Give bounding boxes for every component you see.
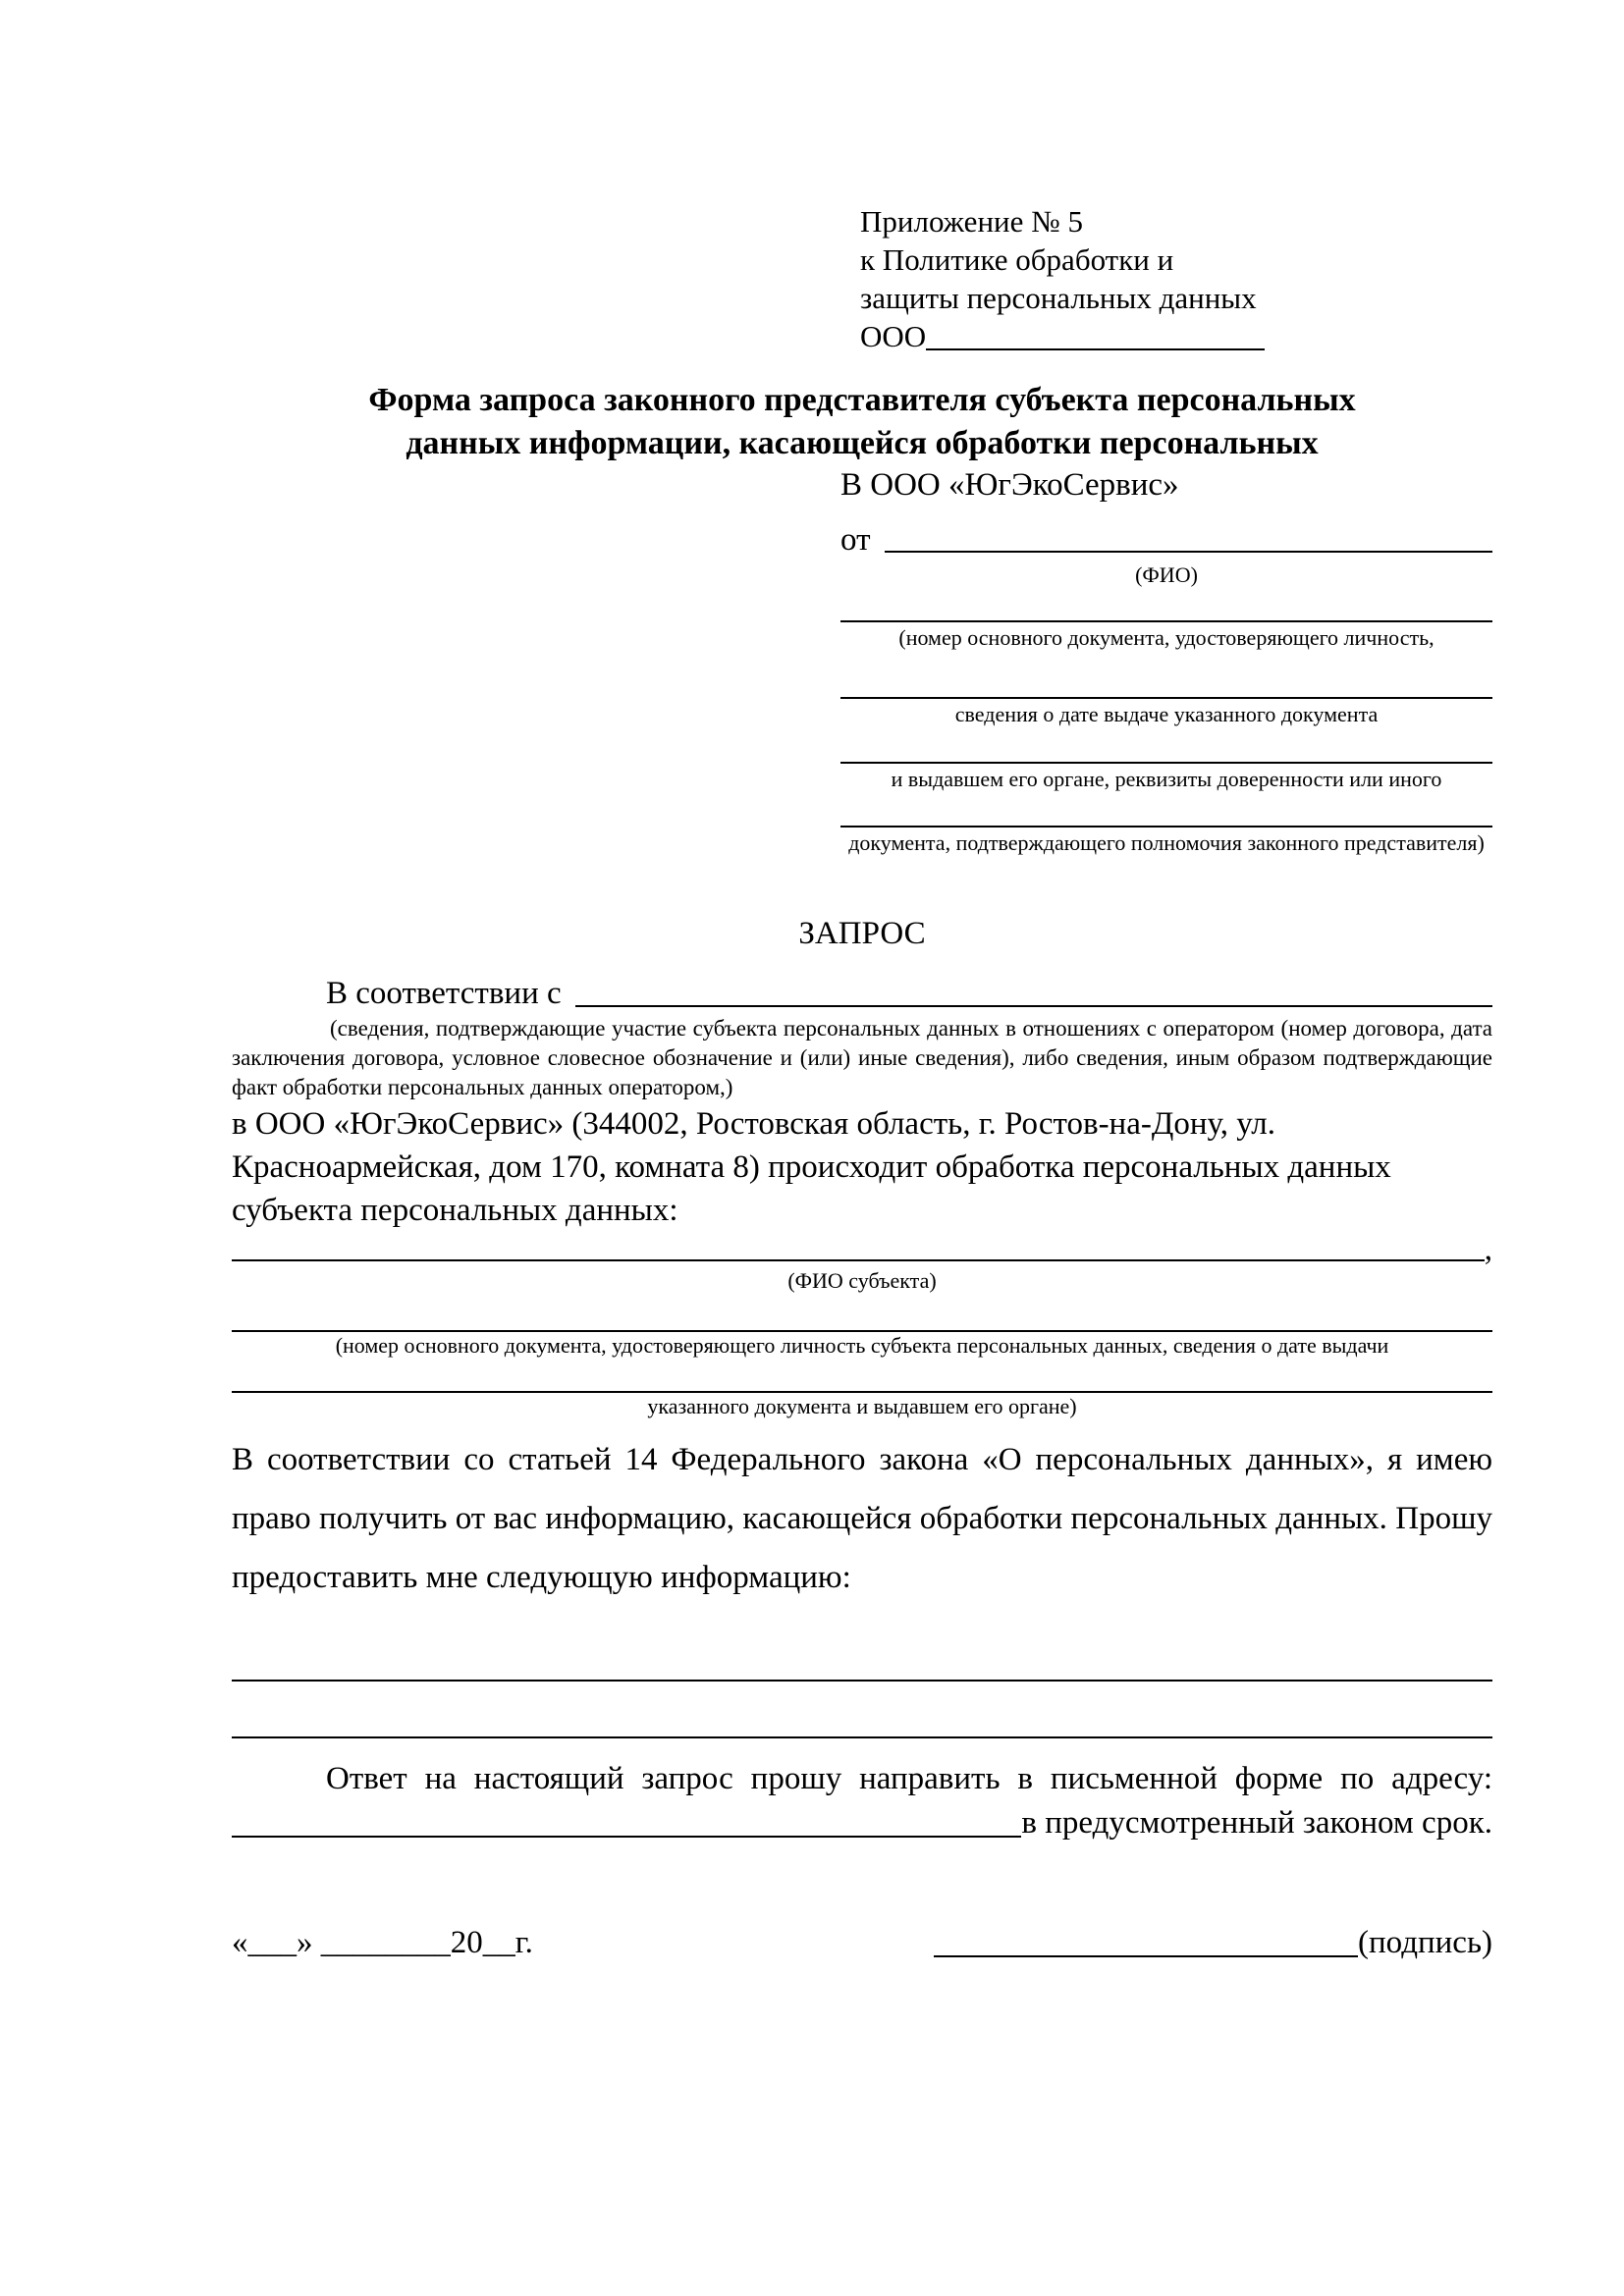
representative-doc-caption-4: документа, подтверждающего полномочия законного представителя): [848, 830, 1485, 855]
accordance-blank-line[interactable]: [575, 973, 1492, 1007]
footer-row: [232, 1921, 1492, 1964]
answer-address-row: [232, 1801, 1492, 1844]
form-title-line-1: Форма запроса законного представителя субъекта персональных: [368, 382, 1356, 418]
accordance-caption: (сведения, подтверждающие участие субъекта персональных данных в отношениях с оператором (номер договора, дата заключения договора, условное словесное обозначение и (или) иные сведения), либо сведения, иным образом подтверждающие факт обработки персональных данных оператором,): [232, 1016, 1492, 1099]
subject-fio-comma: ,: [1484, 1232, 1492, 1267]
subject-fio-blank-line[interactable]: [232, 1259, 1485, 1261]
representative-doc-blank-line-2[interactable]: [840, 669, 1492, 699]
form-title-line-2: данных информации, касающейся обработки персональных: [406, 425, 1319, 461]
representative-doc-blank-line-4[interactable]: [840, 798, 1492, 828]
operator-paragraph-line-2: Красноармейская, дом 170, комната 8) происходит обработка персональных данных: [232, 1149, 1391, 1185]
subject-doc-caption-1: (номер основного документа, удостоверяющего личность субъекта персональных данных, сведения о дате выдачи: [335, 1333, 1389, 1358]
company-name-row: [860, 317, 1265, 355]
from-row: [840, 520, 1492, 560]
form-title: [232, 379, 1492, 465]
appendix-line-3: защиты персональных данных: [860, 281, 1257, 315]
date-field[interactable]: «___» ________20__г.: [232, 1925, 533, 1960]
subject-doc-blank-line-1[interactable]: [232, 1305, 1492, 1332]
company-label: ООО: [860, 319, 927, 353]
representative-fio-caption: (ФИО): [1135, 562, 1198, 587]
answer-tail: в предусмотренный законом срок.: [1021, 1805, 1492, 1841]
appendix-line-1: Приложение № 5: [860, 204, 1083, 239]
representative-doc-blank-line-3[interactable]: [840, 734, 1492, 764]
operator-paragraph-line-1: в ООО «ЮгЭкоСервис» (344002, Ростовская область, г. Ростов-на-Дону, ул.: [232, 1106, 1275, 1142]
subject-fio-caption: (ФИО субъекта): [787, 1268, 937, 1293]
signature-group: [934, 1921, 1492, 1964]
answer-paragraph: Ответ на настоящий запрос прошу направить в письменной форме по адресу:: [326, 1761, 1492, 1796]
addressee-to: В ООО «ЮгЭкоСервис»: [840, 467, 1179, 503]
subject-doc-blank-line-2[interactable]: [232, 1365, 1492, 1393]
signature-blank-line[interactable]: [934, 1955, 1358, 1957]
company-blank-line[interactable]: [926, 317, 1265, 350]
representative-name-blank-line[interactable]: [885, 520, 1493, 553]
answer-address-blank-line[interactable]: [232, 1836, 1021, 1838]
subject-doc-caption-2: указанного документа и выдавшем его органе): [647, 1394, 1077, 1418]
representative-doc-caption-1: (номер основного документа, удостоверяющего личность,: [898, 625, 1435, 650]
representative-doc-caption-2: сведения о дате выдаче указанного документа: [954, 702, 1379, 726]
signature-caption: (подпись): [1358, 1925, 1492, 1960]
from-label: от: [840, 522, 871, 558]
representative-doc-blank-line-1[interactable]: [840, 591, 1492, 622]
accordance-row: [232, 973, 1492, 1014]
operator-paragraph-line-3: субъекта персональных данных:: [232, 1193, 678, 1228]
request-heading: ЗАПРОС: [798, 916, 926, 951]
requested-info-blank-line-2[interactable]: [232, 1682, 1492, 1738]
law-paragraph: В соответствии со статьей 14 Федерального закона «О персональных данных», я имею право получить от вас информацию, касающейся обработки персональных данных. Прошу предоставить мне следующую информацию:: [232, 1442, 1492, 1595]
appendix-line-2: к Политике обработки и: [860, 242, 1174, 277]
subject-fio-row: [232, 1232, 1492, 1267]
requested-info-blank-line-1[interactable]: [232, 1640, 1492, 1682]
addressee-block: [840, 465, 1492, 857]
representative-doc-caption-3: и выдавшем его органе, реквизиты доверенности или иного: [891, 767, 1442, 791]
appendix-header: [860, 202, 1265, 355]
accordance-label: В соответствии с: [326, 976, 562, 1011]
